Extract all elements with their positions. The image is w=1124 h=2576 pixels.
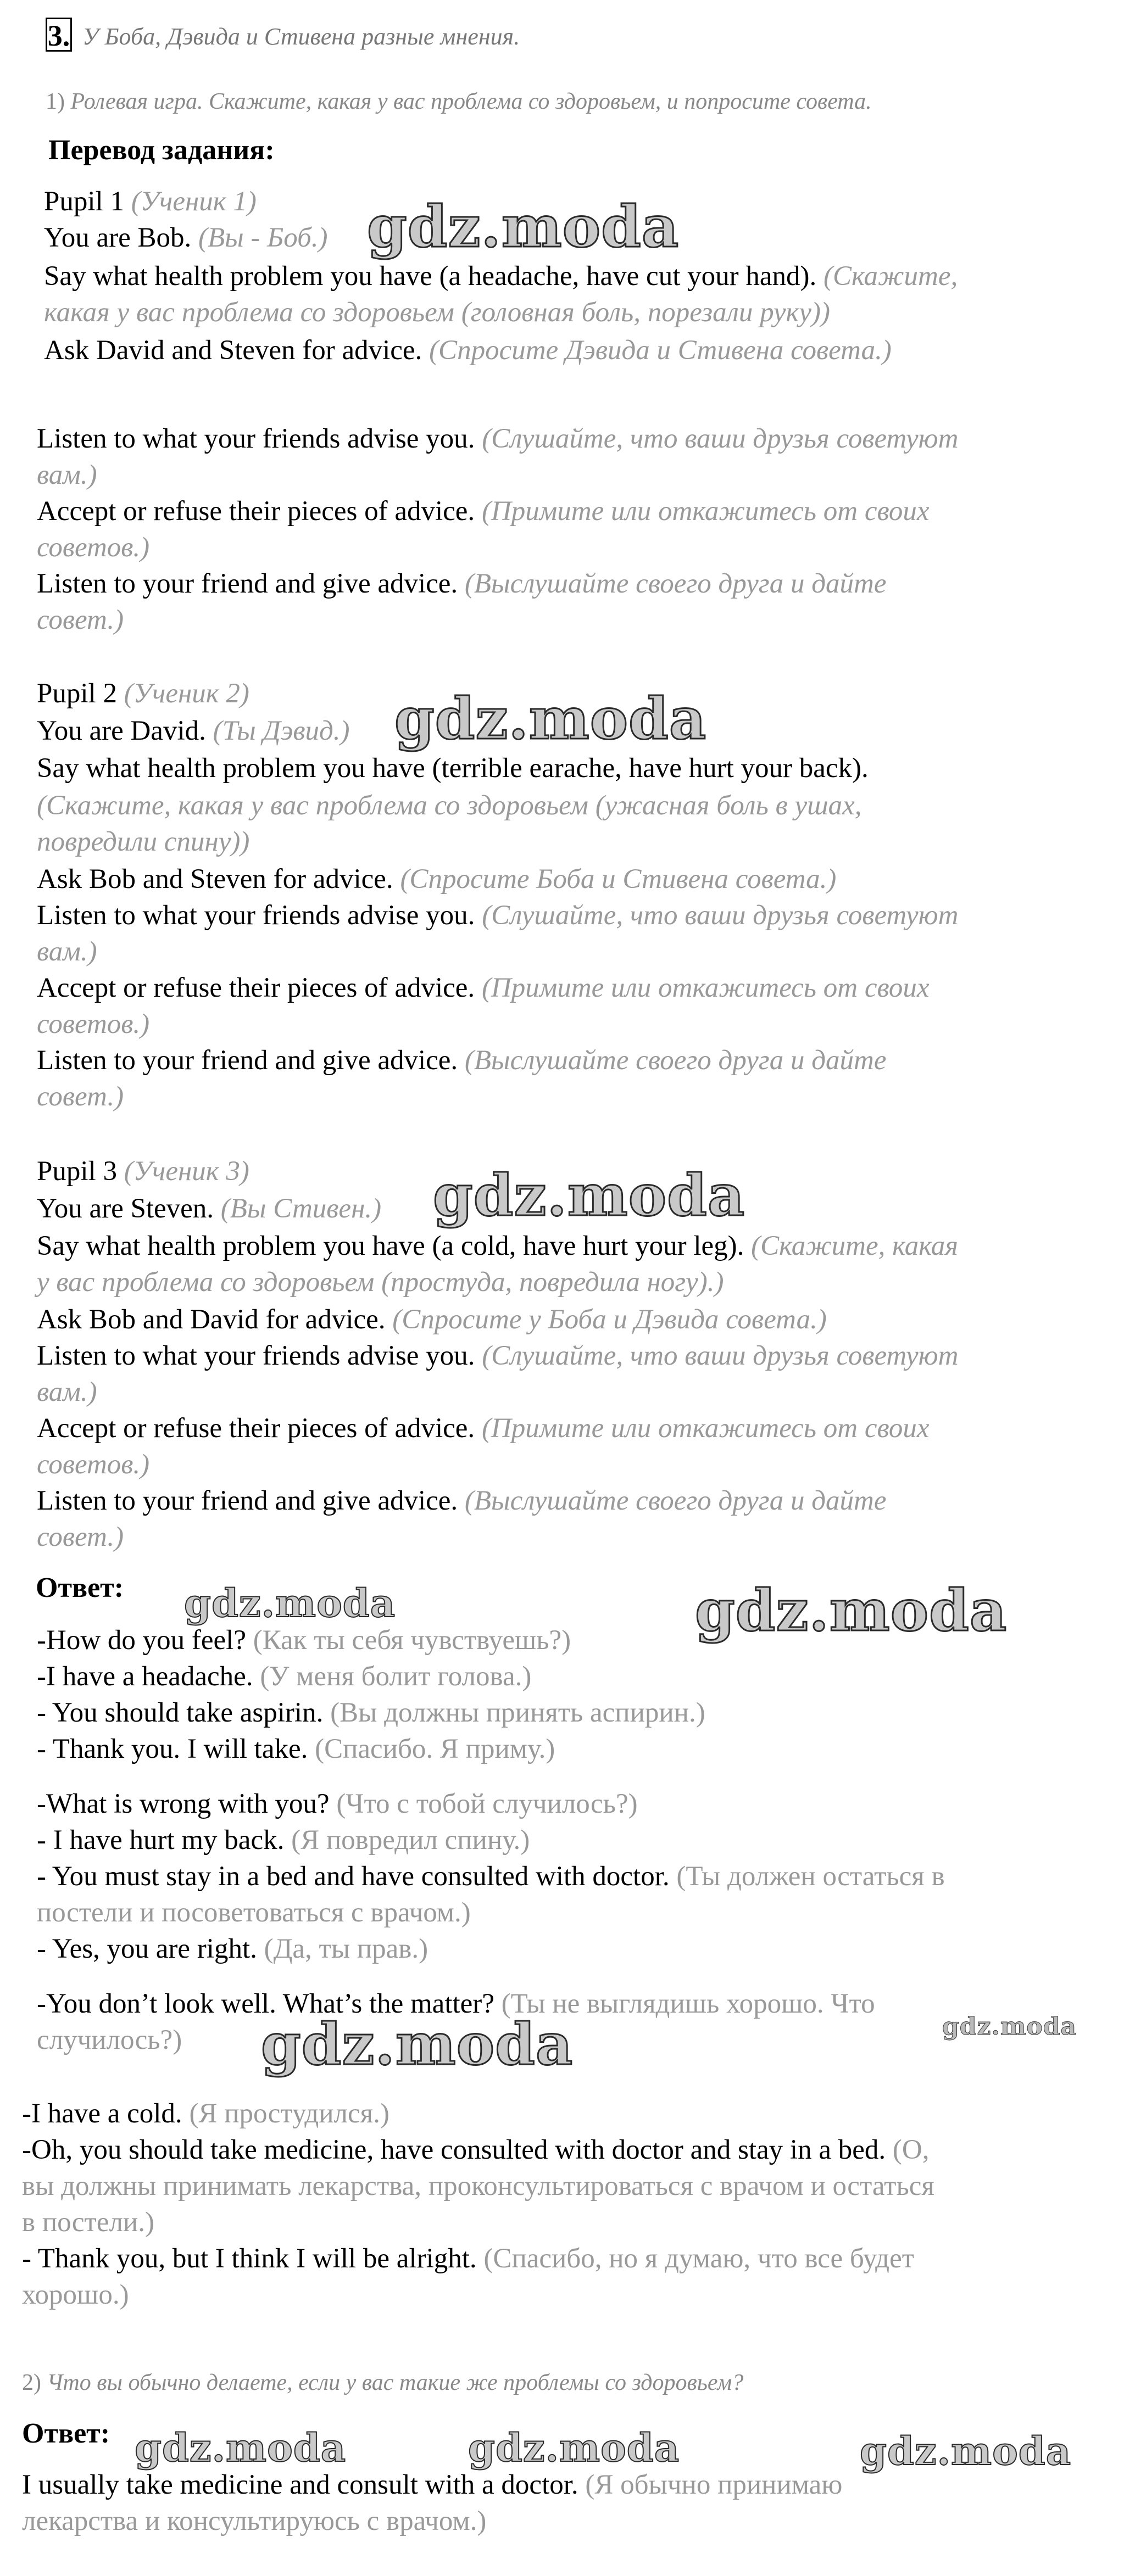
dialog2-line3: - You must stay in a bed and have consulted with doctor. (Ты должен остаться в xyxy=(37,1861,945,1892)
pupil3-accept-ru: советов.) xyxy=(37,1449,150,1480)
pupil1-say: Say what health problem you have (a headache, have cut your hand). (Скажите, xyxy=(44,261,958,292)
pupil3-title: Pupil 3 (Ученик 3) xyxy=(37,1156,249,1187)
pupil2-say: Say what health problem you have (terrible earache, have hurt your back). xyxy=(37,753,869,784)
subtask-1-text: Ролевая игра. Скажите, какая у вас проблема со здоровьем, и попросите совета. xyxy=(70,89,872,114)
watermark: gdz.moda xyxy=(860,2428,1072,2474)
watermark: gdz.moda xyxy=(184,1580,396,1626)
watermark: gdz.moda xyxy=(261,2010,574,2078)
watermark: gdz.moda xyxy=(135,2425,347,2471)
pupil2-you-are: You are David. (Ты Дэвид.) xyxy=(37,716,350,746)
task-number: 3. xyxy=(46,18,72,52)
subtask-2 xyxy=(22,2368,743,2398)
pupil1-listen-ru: вам.) xyxy=(37,460,97,490)
pupil2-listen-ru: вам.) xyxy=(37,936,97,967)
dialog3-line1: -You don’t look well. What’s the matter? (Ты не выглядишь хорошо. Что xyxy=(37,1988,875,2019)
watermark: gdz.moda xyxy=(468,2425,680,2471)
watermark: gdz.moda xyxy=(367,193,680,260)
translation-label: Перевод задания: xyxy=(48,135,275,166)
watermark: gdz.moda xyxy=(695,1577,1008,1644)
pupil1-give-ru: совет.) xyxy=(37,605,124,635)
subtask-1-number: 1) xyxy=(46,89,65,114)
pupil3-listen-ru: вам.) xyxy=(37,1377,97,1407)
task-heading: У Боба, Дэвида и Стивена разные мнения. xyxy=(82,23,520,50)
pupil2-say-ru-a: (Скажите, какая у вас проблема со здоровьем (ужасная боль в ушах, xyxy=(37,790,862,821)
pupil3-listen: Listen to what your friends advise you. (Слушайте, что ваши друзья советуют xyxy=(37,1340,959,1371)
watermark: gdz.moda xyxy=(433,1161,745,1229)
pupil2-ask: Ask Bob and Steven for advice. (Спросите Боба и Стивена совета.) xyxy=(37,864,837,895)
pupil2-listen: Listen to what your friends advise you. (Слушайте, что ваши друзья советуют xyxy=(37,900,959,931)
pupil2-accept: Accept or refuse their pieces of advice. (Примите или откажитесь от своих xyxy=(37,973,930,1003)
subtask-1 xyxy=(46,87,872,116)
dialog1-line1: -How do you feel? (Как ты себя чувствуешь?) xyxy=(37,1625,571,1656)
watermark: gdz.moda xyxy=(942,2013,1077,2041)
pupil3-accept: Accept or refuse their pieces of advice. (Примите или откажитесь от своих xyxy=(37,1413,930,1444)
dialog3-line3-ru-b: вы должны принимать лекарства, проконсультироваться с врачом и остаться xyxy=(22,2171,934,2201)
pupil1-say-ru: какая у вас проблема со здоровьем (головная боль, порезали руку)) xyxy=(44,297,831,328)
pupil3-ask: Ask Bob and David for advice. (Спросите у Боба и Дэвида совета.) xyxy=(37,1304,827,1335)
pupil1-accept: Accept or refuse their pieces of advice. (Примите или откажитесь от своих xyxy=(37,496,930,527)
answer2-label: Ответ: xyxy=(22,2418,110,2449)
subtask-2-text: Что вы обычно делаете, если у вас такие же проблемы со здоровьем? xyxy=(47,2370,744,2395)
pupil2-say-ru-b: повредили спину)) xyxy=(37,826,250,857)
pupil1-ask: Ask David and Steven for advice. (Спросите Дэвида и Стивена совета.) xyxy=(44,335,892,366)
dialog3-line3: -Oh, you should take medicine, have consulted with doctor and stay in a bed. (О, xyxy=(22,2134,930,2165)
dialog2-line3-ru: постели и посоветоваться с врачом.) xyxy=(37,1897,471,1928)
pupil3-give-ru: совет.) xyxy=(37,1522,124,1552)
pupil3-say: Say what health problem you have (a cold, have hurt your leg). (Скажите, какая xyxy=(37,1231,958,1261)
pupil2-give-ru: совет.) xyxy=(37,1081,124,1112)
dialog3-line3-ru-c: в постели.) xyxy=(22,2207,154,2238)
pupil1-title: Pupil 1 (Ученик 1) xyxy=(44,186,257,217)
answer-label: Ответ: xyxy=(36,1572,124,1603)
dialog1-line2: -I have a headache. (У меня болит голова.) xyxy=(37,1661,532,1692)
pupil1-give: Listen to your friend and give advice. (Выслушайте своего друга и дайте xyxy=(37,568,887,599)
dialog3-line2: -I have a cold. (Я простудился.) xyxy=(22,2098,389,2129)
answer2-text: I usually take medicine and consult with a doctor. (Я обычно принимаю xyxy=(22,2469,843,2500)
pupil3-say-ru: у вас проблема со здоровьем (простуда, повредила ногу).) xyxy=(37,1267,724,1298)
dialog3-line1-ru: случилось?) xyxy=(37,2025,182,2055)
pupil3-give: Listen to your friend and give advice. (Выслушайте своего друга и дайте xyxy=(37,1485,887,1516)
pupil1-you-are: You are Bob. (Вы - Боб.) xyxy=(44,222,328,253)
dialog2-line4: - Yes, you are right. (Да, ты прав.) xyxy=(37,1934,429,1964)
answer2-ru: лекарства и консультируюсь с врачом.) xyxy=(22,2506,487,2536)
pupil1-accept-ru: советов.) xyxy=(37,532,150,563)
subtask-2-number: 2) xyxy=(22,2370,41,2395)
dialog2-line2: - I have hurt my back. (Я повредил спину.) xyxy=(37,1825,530,1856)
pupil2-title: Pupil 2 (Ученик 2) xyxy=(37,678,249,709)
pupil2-accept-ru: советов.) xyxy=(37,1009,150,1040)
dialog3-line4-ru: хорошо.) xyxy=(22,2279,129,2310)
dialog1-line4: - Thank you. I will take. (Спасибо. Я приму.) xyxy=(37,1734,555,1764)
dialog2-line1: -What is wrong with you? (Что с тобой случилось?) xyxy=(37,1789,638,1819)
pupil1-listen: Listen to what your friends advise you. (Слушайте, что ваши друзья советуют xyxy=(37,423,959,454)
pupil2-give: Listen to your friend and give advice. (Выслушайте своего друга и дайте xyxy=(37,1045,887,1076)
watermark: gdz.moda xyxy=(394,685,707,752)
dialog1-line3: - You should take aspirin. (Вы должны принять аспирин.) xyxy=(37,1697,705,1728)
dialog3-line4: - Thank you, but I think I will be alright. (Спасибо, но я думаю, что все будет xyxy=(22,2243,915,2274)
pupil3-you-are: You are Steven. (Вы Стивен.) xyxy=(37,1193,382,1224)
